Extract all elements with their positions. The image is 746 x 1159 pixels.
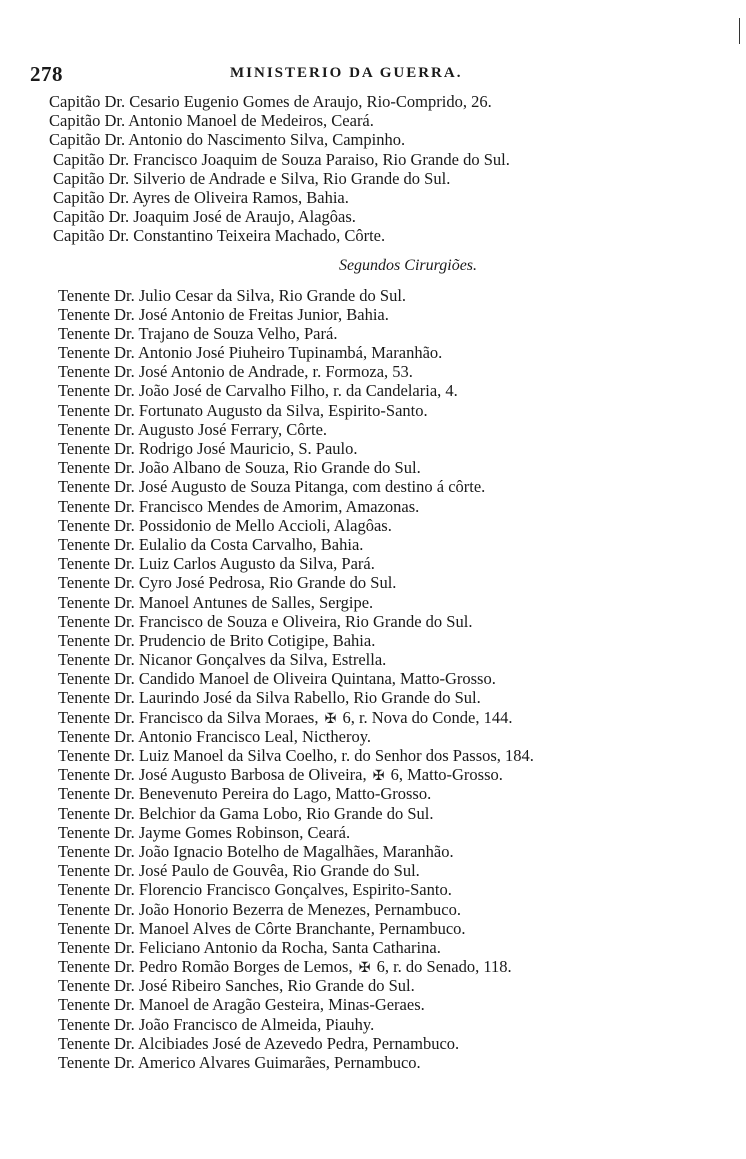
tenente-entry: Tenente Dr. Alcibiades José de Azevedo Pedra, Pernambuco. <box>58 1033 460 1053</box>
entry-text: 6, r. Nova do Conde, 144. <box>338 707 513 727</box>
capitao-entry: Capitão Dr. Joaquim José de Araujo, Alagôas. <box>53 207 356 227</box>
tenente-entry: Tenente Dr. Luiz Manoel da Silva Coelho, r. do Senhor dos Passos, 184. <box>58 746 534 765</box>
tenente-entry: Tenente Dr. Julio Cesar da Silva, Rio Grande do Sul. <box>58 285 407 305</box>
entry-text: 6, Matto-Grosso. <box>386 765 503 785</box>
tenente-entry: Tenente Dr. João Ignacio Botelho de Magalhães, Maranhão. <box>58 841 454 861</box>
tenente-entry: Tenente Dr. Laurindo José da Silva Rabello, Rio Grande do Sul. <box>58 688 481 708</box>
tenente-entry: Tenente Dr. João Francisco de Almeida, Piauhy. <box>58 1014 375 1034</box>
tenente-entry: Tenente Dr. José Paulo de Gouvêa, Rio Grande do Sul. <box>58 861 420 881</box>
tenente-entry: Tenente Dr. Antonio José Piuheiro Tupinambá, Maranhão. <box>58 343 443 363</box>
tenente-entry: Tenente Dr. Belchior da Gama Lobo, Rio Grande do Sul. <box>58 803 434 823</box>
tenente-entry <box>0 765 746 784</box>
tenente-entry: Tenente Dr. Eulalio da Costa Carvalho, Bahia. <box>58 534 364 554</box>
tenente-entry: Tenente Dr. Feliciano Antonio da Rocha, Santa Catharina. <box>58 937 441 957</box>
page-header <box>30 62 690 90</box>
entry-text: 6, r. do Senado, 118. <box>372 957 512 977</box>
tenente-entry: Tenente Dr. Prudencio de Brito Cotigipe, Bahia. <box>58 630 376 650</box>
order-cross-icon: ✠ <box>372 769 385 785</box>
capitao-entry: Capitão Dr. Silverio de Andrade e Silva, Rio Grande do Sul. <box>53 168 451 188</box>
capitao-entry: Capitão Dr. Francisco Joaquim de Souza Paraiso, Rio Grande do Sul. <box>53 149 510 169</box>
tenente-entry <box>0 957 746 976</box>
tenente-entry: Tenente Dr. Candido Manoel de Oliveira Quintana, Matto-Grosso. <box>58 669 496 689</box>
tenente-entry: Tenente Dr. Trajano de Souza Velho, Pará. <box>58 323 338 343</box>
capitao-entry: Capitão Dr. Antonio do Nascimento Silva, Campinho. <box>49 130 406 150</box>
section-heading: Segundos Cirurgiões. <box>338 256 478 274</box>
tenente-entry: Tenente Dr. Jayme Gomes Robinson, Ceará. <box>58 822 351 842</box>
tenente-entry: Tenente Dr. Francisco Mendes de Amorim, Amazonas. <box>58 496 420 516</box>
tenente-entry: Tenente Dr. Nicanor Gonçalves da Silva, Estrella. <box>58 650 387 670</box>
page-edge-line <box>739 18 740 44</box>
tenente-entry: Tenente Dr. Augusto José Ferrary, Côrte. <box>58 419 328 439</box>
tenente-entry: Tenente Dr. João Honorio Bezerra de Menezes, Pernambuco. <box>58 899 461 919</box>
tenente-entry: Tenente Dr. José Antonio de Freitas Junior, Bahia. <box>58 304 389 324</box>
tenente-entry: Tenente Dr. Florencio Francisco Gonçalves, Espirito-Santo. <box>58 880 452 900</box>
entry-text: Tenente Dr. Pedro Romão Borges de Lemos, <box>58 957 357 977</box>
order-cross-icon: ✠ <box>324 711 337 727</box>
tenente-entry: Tenente Dr. Francisco de Souza e Oliveira, Rio Grande do Sul. <box>58 611 473 631</box>
roster-list <box>0 92 746 1072</box>
tenente-entry: Tenente Dr. Americo Alvares Guimarães, Pernambuco. <box>58 1053 421 1072</box>
tenente-entry: Tenente Dr. José Antonio de Andrade, r. Formoza, 53. <box>58 362 413 382</box>
tenente-entry: Tenente Dr. Cyro José Pedrosa, Rio Grande do Sul. <box>58 573 397 593</box>
tenente-entry: Tenente Dr. João José de Carvalho Filho, r. da Candelaria, 4. <box>58 381 458 401</box>
capitao-entry: Capitão Dr. Antonio Manoel de Medeiros, Ceará. <box>49 111 374 131</box>
tenente-entry: Tenente Dr. Luiz Carlos Augusto da Silva, Pará. <box>58 554 375 574</box>
entry-text: Tenente Dr. Francisco da Silva Moraes, <box>58 707 323 727</box>
tenente-entry: Tenente Dr. Fortunato Augusto da Silva, Espirito-Santo. <box>58 400 428 420</box>
tenente-entry: Tenente Dr. João Albano de Souza, Rio Grande do Sul. <box>58 458 421 478</box>
tenente-entry <box>0 708 746 727</box>
tenente-entry: Tenente Dr. José Augusto de Souza Pitanga, com destino á côrte. <box>58 477 486 497</box>
entry-text: Tenente Dr. José Augusto Barbosa de Oliveira, <box>58 765 371 785</box>
capitao-entry: Capitão Dr. Cesario Eugenio Gomes de Araujo, Rio-Comprido, 26. <box>49 92 492 111</box>
tenente-entry: Tenente Dr. Manoel Alves de Côrte Branchante, Pernambuco. <box>58 918 466 938</box>
capitao-entry: Capitão Dr. Constantino Teixeira Machado, Côrte. <box>53 226 386 246</box>
tenente-entry: Tenente Dr. Rodrigo José Mauricio, S. Paulo. <box>58 439 358 458</box>
page-number: 278 <box>30 62 63 86</box>
capitao-entry: Capitão Dr. Ayres de Oliveira Ramos, Bahia. <box>53 187 349 207</box>
tenente-entry: Tenente Dr. Manoel de Aragão Gesteira, Minas-Geraes. <box>58 995 425 1015</box>
running-title: MINISTERIO DA GUERRA. <box>230 65 463 81</box>
tenente-entry: Tenente Dr. Antonio Francisco Leal, Nictheroy. <box>58 726 372 746</box>
tenente-entry: Tenente Dr. Manoel Antunes de Salles, Sergipe. <box>58 592 374 612</box>
order-cross-icon: ✠ <box>358 961 371 977</box>
tenente-entry: Tenente Dr. Benevenuto Pereira do Lago, Matto-Grosso. <box>58 784 432 804</box>
tenente-entry: Tenente Dr. José Ribeiro Sanches, Rio Grande do Sul. <box>58 976 415 996</box>
tenente-entry: Tenente Dr. Possidonio de Mello Accioli, Alagôas. <box>58 515 392 535</box>
